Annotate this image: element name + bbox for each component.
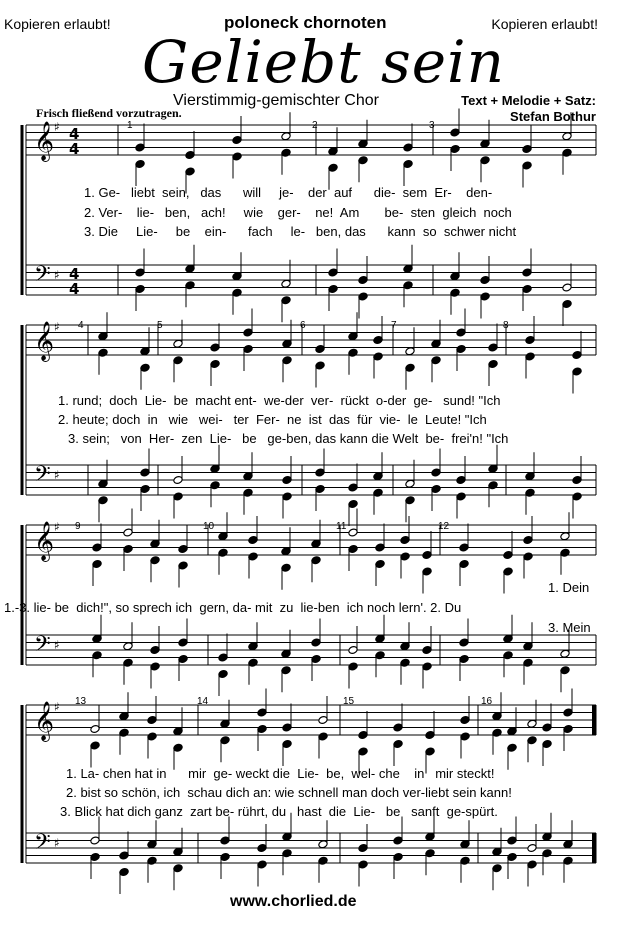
bar-number: 9 xyxy=(75,521,81,532)
bass-clef: 𝄢 xyxy=(34,632,51,662)
credits-line-1: Text + Melodie + Satz: xyxy=(461,93,596,108)
time-signature-top: 4 xyxy=(69,265,80,283)
lyrics-s1-v2: 2. Ver- lie- ben, ach! wie ger- ne! Am be- sten gleich noch xyxy=(84,205,512,220)
lyrics-s2-v2: 2. heute; doch in wie wei- ter Fer- ne ist das für vie- le Leute! "Ich xyxy=(58,412,487,427)
footer-url: www.chorlied.de xyxy=(230,893,357,910)
time-signature-top: 4 xyxy=(69,125,80,143)
bass-clef: 𝄢 xyxy=(34,830,51,860)
lyrics-s3-v2: 1.-3. lie- be dich!", so sprech ich gern, da- mit zu lie-ben ich noch lern'. 2. Du xyxy=(4,600,462,615)
lyrics-s1-v3: 3. Die Lie- be ein- fach le- ben, das kann so schwer nicht xyxy=(84,224,517,239)
key-signature-sharp: ♯ xyxy=(54,320,60,334)
credits-line-2: Stefan Bothur xyxy=(510,109,596,124)
bar-number: 6 xyxy=(300,320,306,331)
key-signature-sharp: ♯ xyxy=(54,520,60,534)
lyrics-s4-v1: 1. La- chen hat in mir ge- weckt die Lie- be, wel- che in mir steckt! xyxy=(66,766,495,781)
lyrics-s2-v1: 1. rund; doch Lie- be macht ent- we-der ver- rückt o-der ge- sund! "Ich xyxy=(58,393,501,408)
lyrics-s4-v2: 2. bist so schön, ich schau dich an: wie schnell man doch ver-liebt sein kann! xyxy=(66,785,512,800)
final-barline xyxy=(592,833,596,863)
lyrics-s3-v3: 3. Mein xyxy=(548,620,591,635)
tempo-marking: Frisch fließend vorzutragen. xyxy=(36,106,182,120)
final-barline xyxy=(592,705,596,735)
bar-number: 12 xyxy=(438,521,450,532)
time-signature-bottom: 4 xyxy=(69,140,80,158)
bar-number: 10 xyxy=(203,521,215,532)
bar-number: 5 xyxy=(157,320,163,331)
time-signature-bottom: 4 xyxy=(69,280,80,298)
publisher-name: poloneck chornoten xyxy=(224,13,387,32)
treble-clef: 𝄞 xyxy=(34,321,55,361)
song-title: Geliebt sein xyxy=(142,28,505,96)
treble-clef: 𝄞 xyxy=(34,521,55,561)
bar-number: 8 xyxy=(503,320,509,331)
key-signature-sharp: ♯ xyxy=(54,468,60,482)
bar-number: 7 xyxy=(391,320,397,331)
lyrics-s3-v1: 1. Dein xyxy=(548,580,590,595)
bar-number: 13 xyxy=(75,696,87,707)
bar-number: 14 xyxy=(197,696,209,707)
copy-note-right: Kopieren erlaubt! xyxy=(491,16,598,32)
key-signature-sharp: ♯ xyxy=(54,268,60,282)
key-signature-sharp: ♯ xyxy=(54,638,60,652)
key-signature-sharp: ♯ xyxy=(54,700,60,714)
key-signature-sharp: ♯ xyxy=(54,120,60,134)
bass-clef: 𝄢 xyxy=(34,262,51,292)
bass-clef: 𝄢 xyxy=(34,462,51,492)
bar-number: 4 xyxy=(78,320,84,331)
song-subtitle: Vierstimmig-gemischter Chor xyxy=(173,92,379,109)
treble-clef: 𝄞 xyxy=(34,121,55,161)
treble-clef: 𝄞 xyxy=(34,701,55,741)
bar-number: 2 xyxy=(312,120,318,131)
lyrics-s4-v3: 3. Blick hat dich ganz zart be- rührt, du hast die Lie- be sanft ge-spürt. xyxy=(60,804,498,819)
bar-number: 11 xyxy=(336,521,347,532)
lyrics-s1-v1: 1. Ge- liebt sein, das will je- der auf die- sem Er- den- xyxy=(84,185,493,200)
bar-number: 16 xyxy=(481,696,493,707)
bar-number: 3 xyxy=(429,120,435,131)
copy-note-left: Kopieren erlaubt! xyxy=(4,16,111,32)
lyrics-s2-v3: 3. sein; von Her- zen Lie- be ge-ben, das kann die Welt be- frei'n! "Ich xyxy=(68,431,509,446)
key-signature-sharp: ♯ xyxy=(54,836,60,850)
bar-number: 1 xyxy=(127,120,133,131)
bar-number: 15 xyxy=(343,696,355,707)
